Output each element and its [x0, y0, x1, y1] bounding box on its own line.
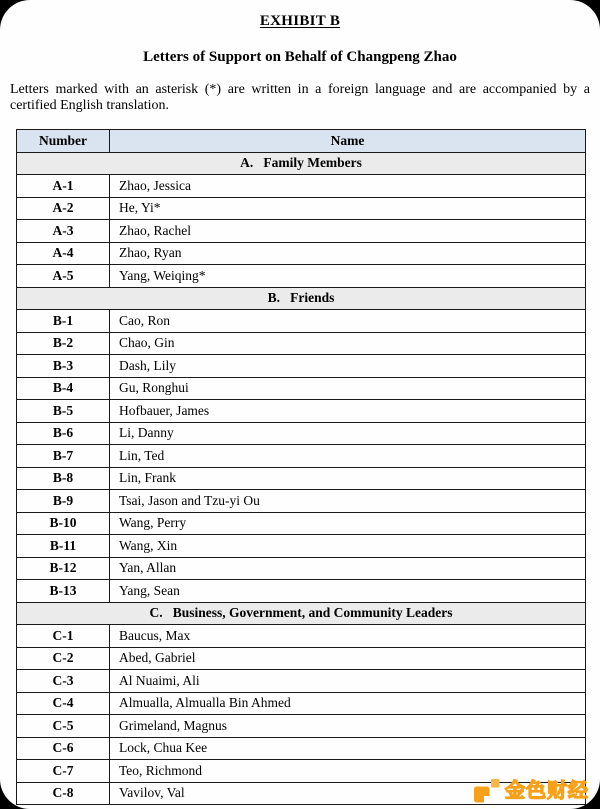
letter-number: B-9	[17, 490, 110, 513]
table-row	[17, 535, 586, 558]
letter-author-name: Lin, Ted	[110, 445, 586, 468]
table-row	[17, 400, 586, 423]
table-row	[17, 670, 586, 693]
section-header-row	[17, 287, 586, 310]
table-row	[17, 580, 586, 603]
table-row	[17, 625, 586, 648]
letter-number: B-2	[17, 332, 110, 355]
letter-author-name: Cao, Ron	[110, 310, 586, 333]
watermark-text: 金色财经	[505, 778, 589, 802]
table-row	[17, 265, 586, 288]
letter-number: C-5	[17, 715, 110, 738]
golden-finance-logo-icon	[473, 777, 500, 804]
letter-number: C-7	[17, 760, 110, 783]
letter-author-name: Chao, Gin	[110, 332, 586, 355]
table-row	[17, 647, 586, 670]
watermark	[473, 777, 589, 804]
letter-number: B-5	[17, 400, 110, 423]
exhibit-title-text: EXHIBIT B	[259, 13, 341, 29]
letter-number: B-3	[17, 355, 110, 378]
section-header-c: C. Business, Government, and Community Leaders	[17, 602, 586, 625]
table-row	[17, 175, 586, 198]
letter-author-name: Abed, Gabriel	[110, 647, 586, 670]
letter-number: B-12	[17, 557, 110, 580]
letter-number: B-1	[17, 310, 110, 333]
letter-number: B-8	[17, 467, 110, 490]
letter-author-name: Wang, Perry	[110, 512, 586, 535]
letter-author-name: Tsai, Jason and Tzu-yi Ou	[110, 490, 586, 513]
letter-number: C-1	[17, 625, 110, 648]
letter-number: B-4	[17, 377, 110, 400]
letter-author-name: Yang, Sean	[110, 580, 586, 603]
letters-of-support-table	[16, 129, 586, 805]
letter-author-name: Dash, Lily	[110, 355, 586, 378]
letter-author-name: Vavilov, Val	[110, 782, 586, 805]
letter-number: A-3	[17, 220, 110, 243]
letter-number: C-8	[17, 782, 110, 805]
section-header-row	[17, 152, 586, 175]
table-row	[17, 220, 586, 243]
table-row	[17, 557, 586, 580]
section-header-a: A. Family Members	[17, 152, 586, 175]
intro-paragraph: Letters marked with an asterisk (*) are written in a foreign language and are accompanied by a certified English translation.	[10, 82, 590, 113]
table-row	[17, 737, 586, 760]
table-row	[17, 355, 586, 378]
letter-author-name: Zhao, Ryan	[110, 242, 586, 265]
table-row	[17, 332, 586, 355]
letter-author-name: Li, Danny	[110, 422, 586, 445]
letter-number: A-2	[17, 197, 110, 220]
letter-author-name: Baucus, Max	[110, 625, 586, 648]
letter-author-name: Hofbauer, James	[110, 400, 586, 423]
letter-author-name: Al Nuaimi, Ali	[110, 670, 586, 693]
table-row	[17, 692, 586, 715]
table-row	[17, 422, 586, 445]
letter-number: C-4	[17, 692, 110, 715]
letter-number: B-10	[17, 512, 110, 535]
table-row	[17, 197, 586, 220]
letter-author-name: Yang, Weiqing*	[110, 265, 586, 288]
letter-author-name: Gu, Ronghui	[110, 377, 586, 400]
letter-number: B-11	[17, 535, 110, 558]
letter-author-name: Wang, Xin	[110, 535, 586, 558]
letter-number: B-7	[17, 445, 110, 468]
section-header-b: B. Friends	[17, 287, 586, 310]
table-row	[17, 512, 586, 535]
letter-number: A-4	[17, 242, 110, 265]
table-row	[17, 715, 586, 738]
table-row	[17, 445, 586, 468]
table-header-row	[17, 130, 586, 153]
table-row	[17, 467, 586, 490]
letter-author-name: Zhao, Rachel	[110, 220, 586, 243]
letter-author-name: Grimeland, Magnus	[110, 715, 586, 738]
letter-author-name: Yan, Allan	[110, 557, 586, 580]
table-row	[17, 490, 586, 513]
letter-author-name: Teo, Richmond	[110, 760, 586, 783]
letter-author-name: Almualla, Almualla Bin Ahmed	[110, 692, 586, 715]
section-header-row	[17, 602, 586, 625]
letter-number: B-13	[17, 580, 110, 603]
letter-number: A-5	[17, 265, 110, 288]
table-row	[17, 377, 586, 400]
letter-author-name: He, Yi*	[110, 197, 586, 220]
letter-author-name: Lock, Chua Kee	[110, 737, 586, 760]
exhibit-title	[0, 13, 600, 30]
letter-number: A-1	[17, 175, 110, 198]
letter-number: C-6	[17, 737, 110, 760]
table-row	[17, 310, 586, 333]
column-header-name: Name	[110, 130, 586, 153]
letter-number: C-3	[17, 670, 110, 693]
document-subtitle: Letters of Support on Behalf of Changpeng Zhao	[143, 49, 457, 65]
letter-number: B-6	[17, 422, 110, 445]
letter-number: C-2	[17, 647, 110, 670]
table-row	[17, 242, 586, 265]
letter-author-name: Zhao, Jessica	[110, 175, 586, 198]
letter-author-name: Lin, Frank	[110, 467, 586, 490]
column-header-number: Number	[17, 130, 110, 153]
